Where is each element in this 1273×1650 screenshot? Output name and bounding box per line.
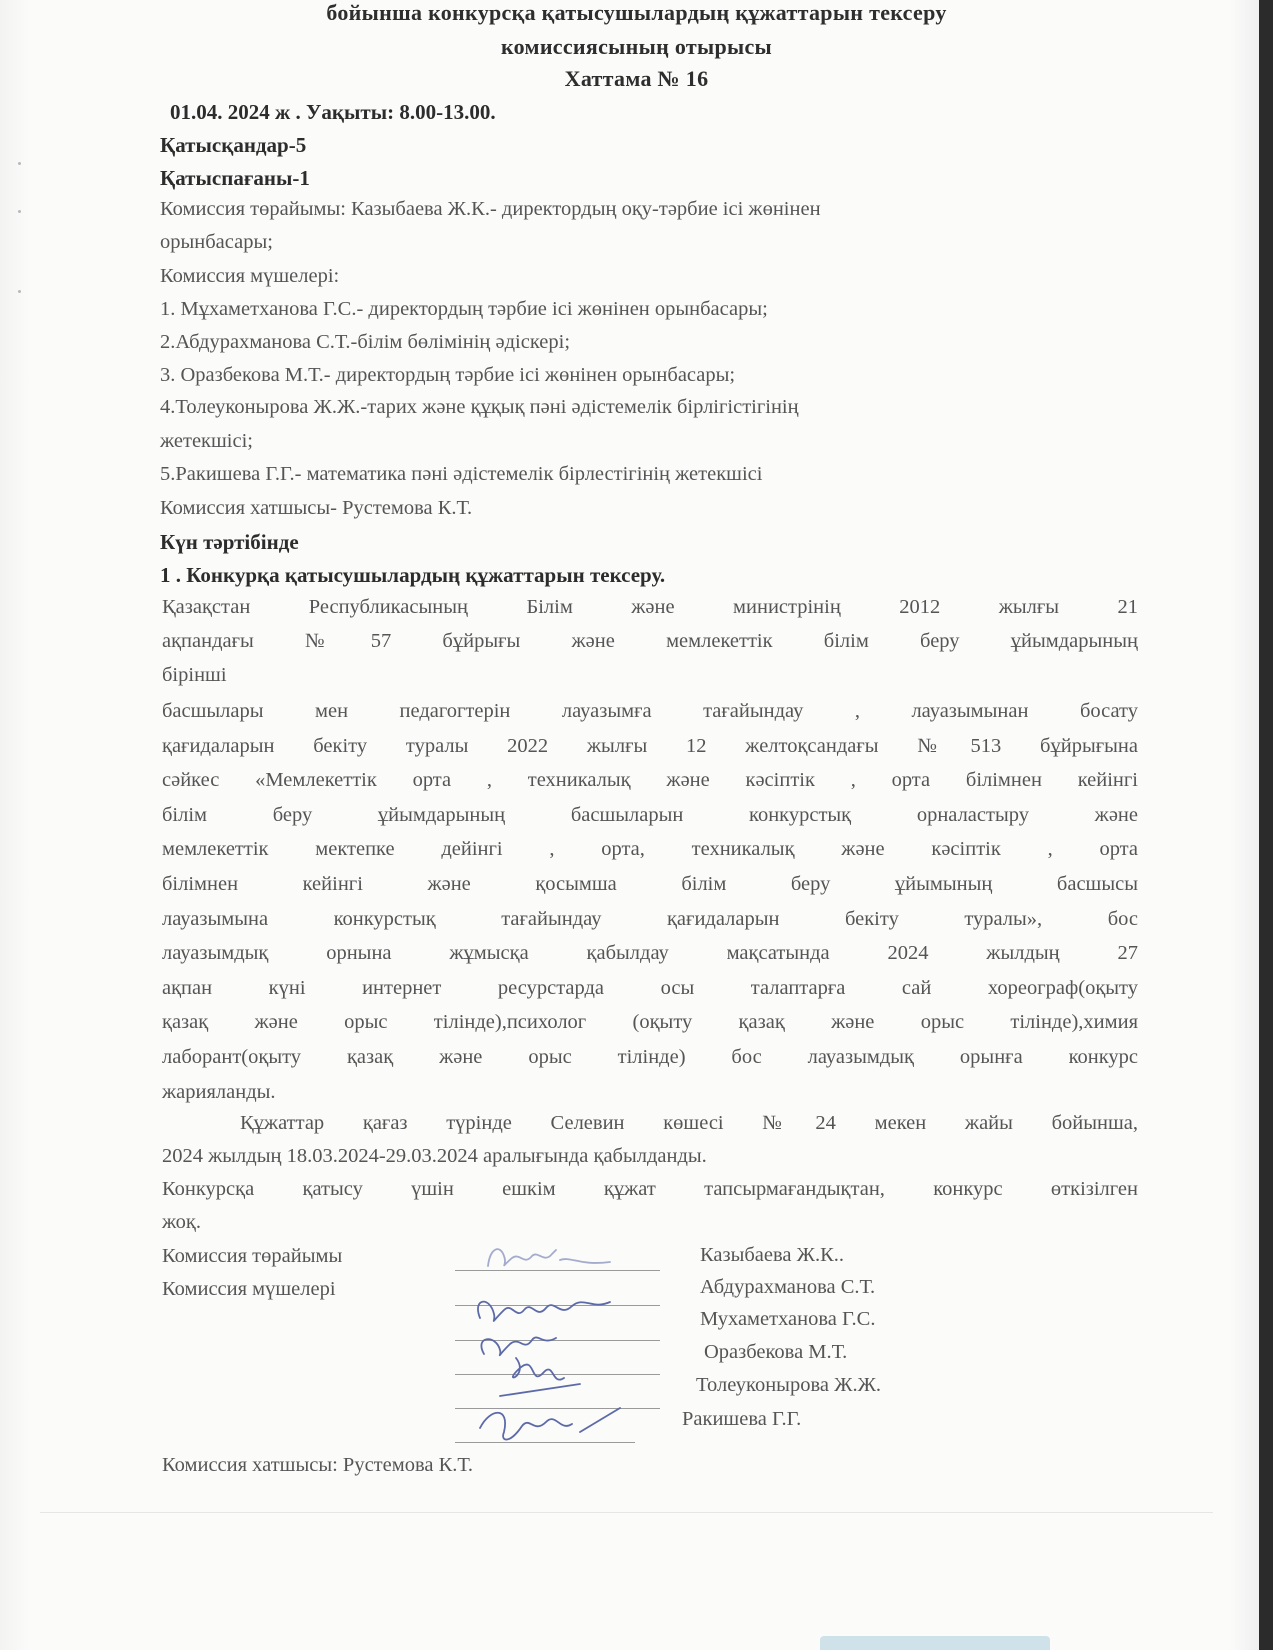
body-para2-line: лаборант(оқыту қазақ және орыс тілінде) бос лауазымдық орынға конкурс	[162, 1046, 1138, 1068]
body-para2-line: жарияланды.	[162, 1080, 276, 1103]
secretary: Комиссия хатшысы- Рустемова К.Т.	[160, 497, 473, 519]
protocol-number: Хаттама № 16	[564, 66, 709, 91]
agenda-heading: Күн тәртібінде	[160, 530, 299, 554]
member-5: 5.Ракишева Г.Г.- математика пәні әдістемелік бірлестігінің жетекшісі	[160, 463, 763, 485]
body-para3-line-1: Құжаттар қағаз түрінде Селевин көшесі №24 мекен жайы бойынша,	[240, 1112, 1138, 1134]
body-para1-line-1: Қазақстан Республикасының Білім және министрінің 2012 жылғы 21	[162, 596, 1138, 618]
body-para2-line: басшылары мен педагогтерін лауазымға тағайындау , лауазымынан босату	[162, 700, 1138, 722]
scan-dot	[18, 162, 21, 165]
member-4-line-1: 4.Толеуконырова Ж.Ж.-тарих және құқық пәні әдістемелік бірлігістігінің	[160, 396, 799, 418]
body-para4-line-2: жоқ.	[162, 1211, 201, 1233]
scan-dot	[18, 210, 21, 213]
signatory-name-5: Толеуконырова Ж.Ж.	[696, 1374, 882, 1396]
date-time: 01.04. 2024 ж . Уақыты: 8.00-13.00.	[170, 100, 496, 124]
signatory-name-4: Оразбекова М.Т.	[704, 1341, 848, 1363]
member-3: 3. Оразбекова М.Т.- директордың тәрбие ісі жөнінен орынбасары;	[160, 364, 736, 386]
body-para2-line: лауазымдық орнына жұмысқа қабылдау мақсатында 2024 жылдың 27	[162, 942, 1138, 965]
body-para1-line-3: бірінші	[162, 664, 227, 686]
body-para2-line: мемлекеттік мектепке дейінгі , орта, техникалық және кәсіптік , орта	[162, 838, 1138, 861]
body-para4-line-1: Конкурсқа қатысу үшін ешкім құжат тапсырмағандықтан, конкурс өткізілген	[162, 1178, 1138, 1200]
scan-edge-shadow	[1259, 0, 1273, 1650]
member-2: 2.Абдурахманова С.Т.-білім бөлімінің әдіскері;	[160, 331, 571, 353]
body-para3-line-2: 2024 жылдың 18.03.2024-29.03.2024 аралығында қабылданды.	[162, 1145, 707, 1167]
header-line-2: комиссиясының отырысы	[500, 34, 773, 59]
member-1: 1. Мұхаметханова Г.С.- директордың тәрбие ісі жөнінен орынбасары;	[160, 298, 768, 320]
chair-line-2: орынбасары;	[160, 231, 273, 253]
body-para2-line: білім беру ұйымдарының басшыларын конкурстық орналастыру және	[162, 803, 1138, 826]
body-para1-line-2: ақпандағы №57 бұйрығы және мемлекеттік білім беру ұйымдарының	[162, 630, 1138, 652]
signatory-name-1: Казыбаева Ж.К..	[700, 1244, 845, 1266]
chair-line-1: Комиссия төрайымы: Казыбаева Ж.К.- директордың оқу-тәрбие ісі жөнінен	[160, 198, 821, 220]
scan-fold-line	[40, 1512, 1213, 1513]
body-para2-line: білімнен кейінгі және қосымша білім беру ұйымының басшысы	[162, 873, 1138, 895]
secretary-signature-line: Комиссия хатшысы: Рустемова К.Т.	[162, 1454, 473, 1476]
body-para2-line: қазақ және орыс тілінде),психолог (оқыту қазақ және орыс тілінде),химия	[162, 1011, 1138, 1034]
body-para2-line: ақпан күні интернет ресурстарда осы талаптарға сай хореограф(оқыту	[162, 976, 1138, 999]
signatory-name-3: Мухаметханова Г.С.	[700, 1308, 876, 1330]
body-para2-line: қағидаларын бекіту туралы 2022 жылғы 12 желтоқсандағы №513 бұйрығына	[162, 734, 1138, 757]
signature-members-label: Комиссия мүшелері	[162, 1278, 336, 1300]
signatory-name-6: Ракишева Г.Г.	[682, 1408, 802, 1430]
absent-count: Қатыспағаны-1	[160, 166, 310, 190]
present-count: Қатысқандар-5	[160, 133, 307, 157]
body-para2-line: лауазымына конкурстық тағайындау қағидаларын бекіту туралы», бос	[162, 907, 1138, 930]
scan-dot	[18, 290, 21, 293]
members-label: Комиссия мүшелері:	[160, 265, 340, 287]
header-line-1: бойынша конкурсқа қатысушылардың құжаттарын тексеру	[326, 0, 947, 25]
agenda-item-1: 1 . Конкурқа қатысушылардың құжаттарын тексеру.	[160, 563, 666, 587]
scan-artifact	[820, 1636, 1050, 1650]
signature-chair-label: Комиссия төрайымы	[162, 1245, 343, 1267]
body-para2-line: сәйкес «Мемлекеттік орта , техникалық және кәсіптік , орта білімнен кейінгі	[162, 769, 1138, 792]
signatory-name-2: Абдурахманова С.Т.	[700, 1276, 876, 1298]
handwritten-signatures	[460, 1236, 660, 1456]
member-4-line-2: жетекшісі;	[160, 430, 253, 452]
